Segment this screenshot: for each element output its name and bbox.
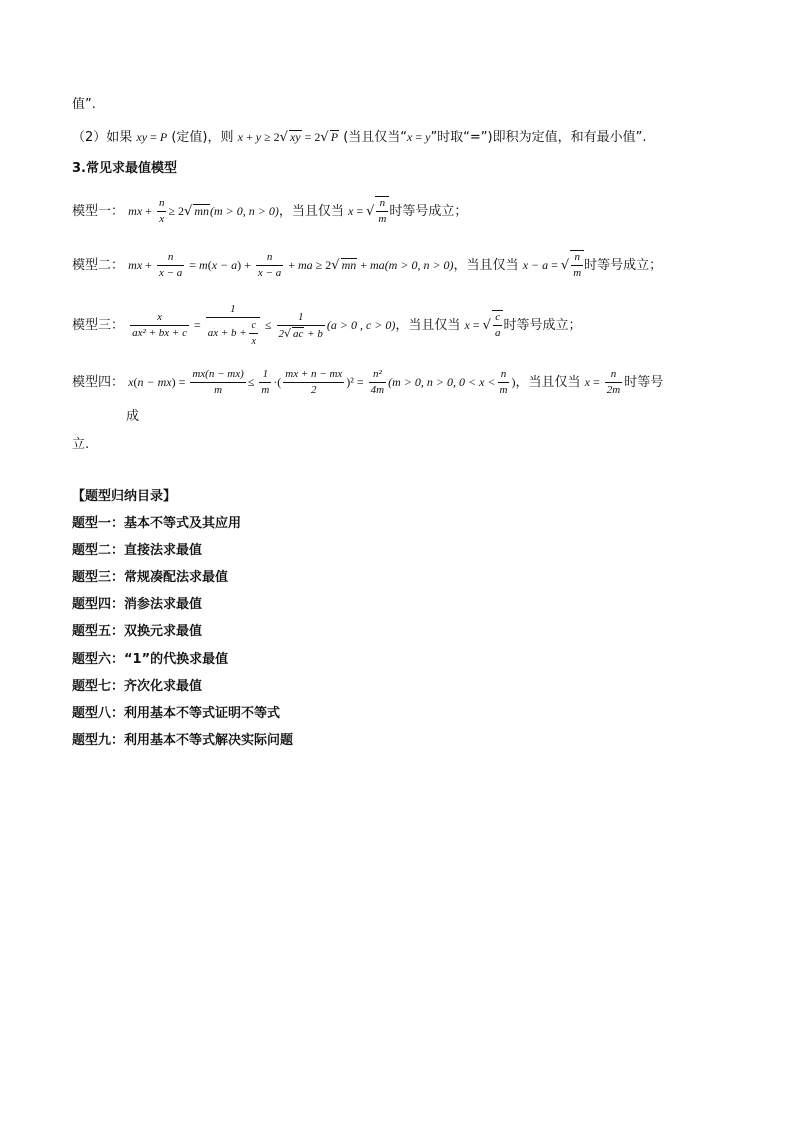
item-2-prefix: （2）如果 [72,130,133,145]
model-2-cond: (m > 0, n > 0) [384,258,454,272]
model-3-end: 时等号成立； [503,318,582,333]
toc-title: 【题型归纳目录】 [72,489,177,504]
formula-xy-eq-p: xy [136,130,148,144]
model-2-end: 时等号成立； [584,258,663,273]
item-2-eq: ”时取“=”)即积为定值，和有最小值”. [430,130,647,145]
toc-item: 题型七：齐次化求最值 [72,679,203,694]
model-1-label: 模型一： [72,204,125,219]
model-1-line: 模型一： mx + $\frac{n}{x}$ ≥ 2√ mn(m > 0, n > 0)，当且仅当 x = √ $\frac{n}{m}$ 时等号成立； [72,197,468,225]
model-2-label: 模型二： [72,258,125,273]
model-3-cond: (a > 0 , c > 0) [326,318,396,332]
model-2-formula: mx + $\frac{n}{x - a}$ = m(x − a) + $\frac{n}{x - a}$ + ma ≥ 2√ mn + ma [128,251,385,279]
model-3-tail: ，当且仅当 [395,318,461,333]
model-4-cond: (m > 0, n > 0, 0 < x < [388,375,496,389]
section-3-title: 3.常见求最值模型 [72,161,177,176]
item-2-when: (当且仅当“ [343,130,407,145]
model-4-line: 模型四： x(n − mx) = $\frac{mx(n - mx)}{m}$ ≤ $\frac{1}{m}$ ·( $\frac{mx + n - mx}{2}$ )² = $\frac{\text{n²}}{4m}$ (m > 0, n > 0, 0 < x < $\frac{n}{m}$ )，当且仅当 x = $\frac{n}{2m}$ 时等号 [72,368,664,396]
wrap-char-2: 立. [72,437,90,452]
toc-item: 题型一：基本不等式及其应用 [72,516,242,531]
toc-item: 题型二：直接法求最值 [72,543,203,558]
toc-item: 题型九：利用基本不等式解决实际问题 [72,733,294,748]
model-3-label: 模型三： [72,318,125,333]
model-1-tail: ，当且仅当 [278,204,344,219]
model-4-tail: ，当且仅当 [515,375,581,390]
model-4-label: 模型四： [72,375,125,390]
toc-item: 题型五：双换元求最值 [72,624,203,639]
wrap-char-1: 成 [126,409,140,424]
toc-item: 题型八：利用基本不等式证明不等式 [72,706,281,721]
model-4-end: 时等号 [624,375,664,390]
model-2-tail: ，当且仅当 [453,258,519,273]
formula-sum-bound: x [237,130,243,144]
model-2-line: 模型二： mx + $\frac{n}{x - a}$ = m(x − a) + $\frac{n}{x - a}$ + ma ≥ 2√ mn + ma(m > 0, n > 0)，当且仅当 x − a = √ $\frac{n}{m}$ 时等号成立； [72,251,663,279]
item-2-cond-note: (定值)，则 [171,130,234,145]
model-1-formula: mx + $\frac{n}{x}$ ≥ 2√ mn [128,197,209,225]
item-2-line: （2）如果 xy = P (定值)，则 x + y ≥ 2√ xy = 2√ P (当且仅当“x = y”时取“=”)即积为定值，和有最小值”. [72,130,647,145]
model-4-formula: x(n − mx) = $\frac{mx(n - mx)}{m}$ ≤ $\frac{1}{m}$ ·( $\frac{mx + n - mx}{2}$ )² = $\frac{\text{n²}}{4m}$ [128,368,385,396]
toc-item: 题型六：“1”的代换求最值 [72,652,229,667]
toc-item: 题型三：常规凑配法求最值 [72,570,229,585]
model-1-end: 时等号成立； [389,204,468,219]
model-1-cond: (m > 0, n > 0) [210,204,279,218]
model-3-line: 模型三： $\frac{x}{\text{ax² + bx + c}}$ = 1 ax + b + $\frac{c}{x}$ ≤ $\frac{1}{2√ ac + b}$ (a > 0 , c > 0)，当且仅当 x = √ $\frac{c}{a}$ 时等号成立； [72,303,582,347]
continuation-line: 值”. [72,97,96,112]
toc-item: 题型四：消参法求最值 [72,597,203,612]
model-3-formula: $\frac{x}{\text{ax² + bx + c}}$ = 1 ax + b + $\frac{c}{x}$ ≤ $\frac{1}{2√ ac + b}$ [132,303,323,347]
